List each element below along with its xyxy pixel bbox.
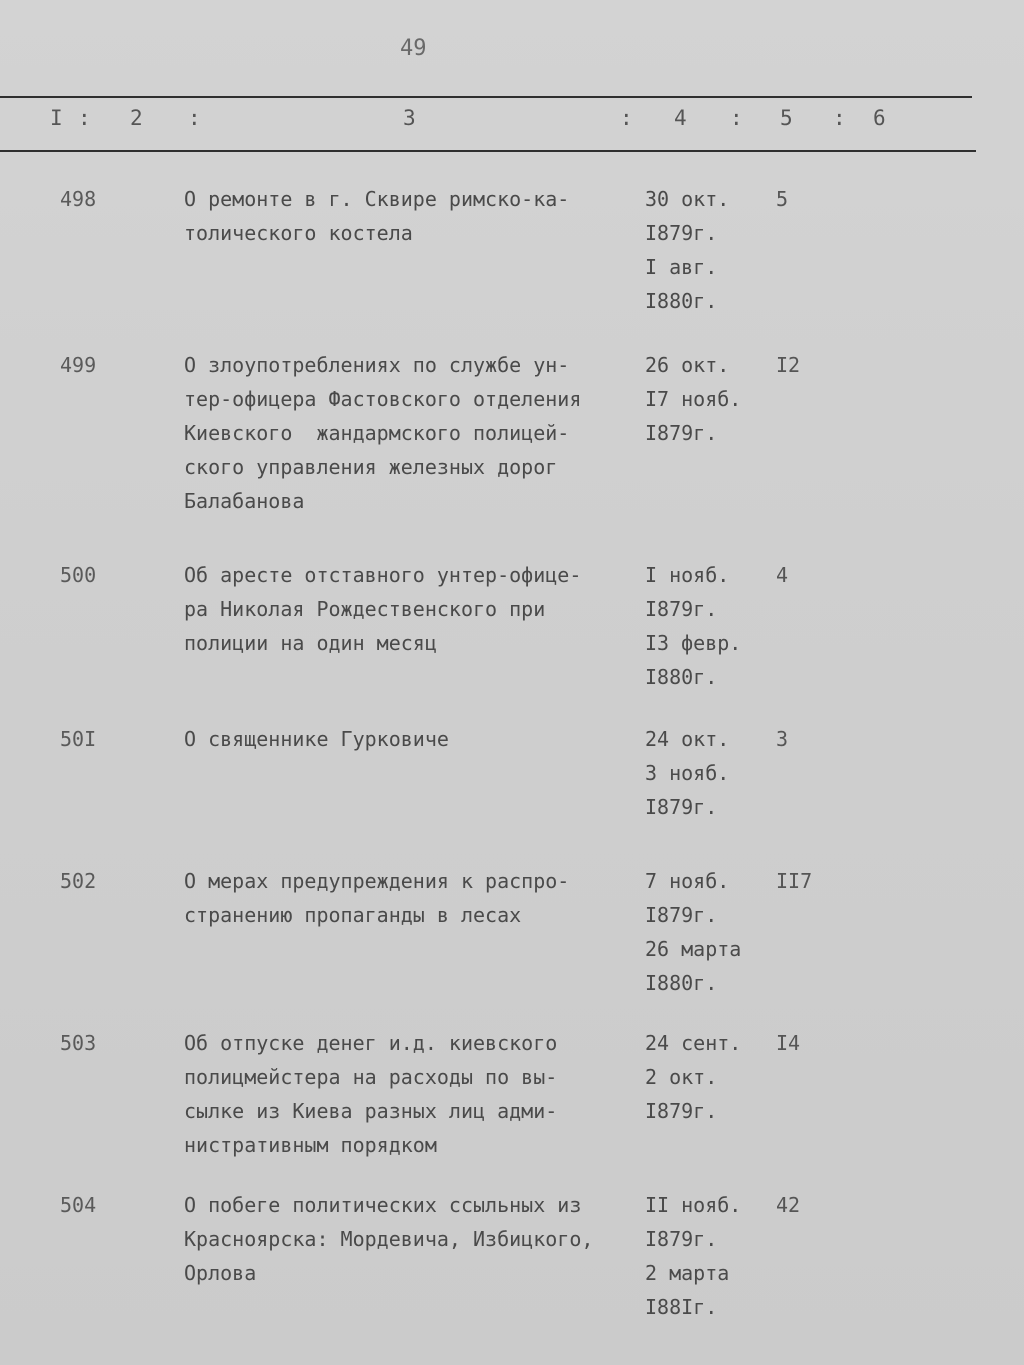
record-date-line: I880г. bbox=[645, 971, 718, 995]
record-sheet-count: I4 bbox=[776, 1031, 801, 1055]
record-date-line: I879г. bbox=[645, 421, 718, 445]
record-dates bbox=[645, 722, 765, 824]
header-rule-bottom bbox=[0, 150, 976, 152]
record-title-line: тер-офицера Фастовского отделения bbox=[184, 387, 582, 411]
column-separator: : bbox=[833, 106, 846, 130]
record-title bbox=[184, 1026, 639, 1162]
record-dates bbox=[645, 348, 765, 450]
column-separator: : bbox=[78, 106, 91, 130]
record-title-line: О злоупотреблениях по службе ун- bbox=[184, 353, 570, 377]
record-sheet-count: 3 bbox=[776, 727, 789, 751]
record-date-line: II нояб. bbox=[645, 1193, 742, 1217]
record-date-line: I880г. bbox=[645, 665, 718, 689]
record-dates bbox=[645, 864, 765, 1000]
record-date-line: I879г. bbox=[645, 1227, 718, 1251]
record-title-line: О ремонте в г. Сквире римско-ка- bbox=[184, 187, 570, 211]
record-date-line: 26 окт. bbox=[645, 353, 730, 377]
record-date-line: I879г. bbox=[645, 903, 718, 927]
page-number: 49 bbox=[400, 36, 427, 61]
record-number: 499 bbox=[60, 353, 97, 377]
record-title-line: нистративным порядком bbox=[184, 1133, 437, 1157]
record-date-line: 2 окт. bbox=[645, 1065, 718, 1089]
record-number: 50I bbox=[60, 727, 97, 751]
record-sheet-count: 42 bbox=[776, 1193, 801, 1217]
record-dates bbox=[645, 558, 765, 694]
record-title-line: Орлова bbox=[184, 1261, 257, 1285]
record-dates bbox=[645, 1188, 765, 1324]
record-date-line: I авг. bbox=[645, 255, 718, 279]
record-title bbox=[184, 864, 639, 932]
record-title-line: Об отпуске денег и.д. киевского bbox=[184, 1031, 558, 1055]
record-title bbox=[184, 722, 639, 756]
record-date-line: I7 нояб. bbox=[645, 387, 742, 411]
record-dates bbox=[645, 1026, 765, 1128]
column-header-4: 4 bbox=[674, 106, 687, 130]
record-title-line: толического костела bbox=[184, 221, 413, 245]
column-separator: : bbox=[730, 106, 743, 130]
column-separator: : bbox=[620, 106, 633, 130]
record-date-line: 24 окт. bbox=[645, 727, 730, 751]
record-date-line: I879г. bbox=[645, 795, 718, 819]
record-title-line: Красноярска: Мордевича, Избицкого, bbox=[184, 1227, 594, 1251]
record-title-line: полиции на один месяц bbox=[184, 631, 437, 655]
record-date-line: I нояб. bbox=[645, 563, 730, 587]
header-rule-top bbox=[0, 96, 972, 98]
record-sheet-count: 4 bbox=[776, 563, 789, 587]
record-title bbox=[184, 182, 639, 250]
record-dates bbox=[645, 182, 765, 318]
record-date-line: I3 февр. bbox=[645, 631, 742, 655]
record-date-line: I879г. bbox=[645, 221, 718, 245]
record-title-line: О священнике Гурковиче bbox=[184, 727, 449, 751]
record-sheet-count: 5 bbox=[776, 187, 789, 211]
record-title-line: О мерах предупреждения к распро- bbox=[184, 869, 570, 893]
record-date-line: I879г. bbox=[645, 1099, 718, 1123]
record-date-line: 30 окт. bbox=[645, 187, 730, 211]
record-title bbox=[184, 1188, 639, 1290]
record-sheet-count: II7 bbox=[776, 869, 813, 893]
column-header-3: 3 bbox=[403, 106, 416, 130]
record-number: 498 bbox=[60, 187, 97, 211]
record-title bbox=[184, 558, 639, 660]
record-date-line: 3 нояб. bbox=[645, 761, 730, 785]
record-date-line: I879г. bbox=[645, 597, 718, 621]
column-header-5: 5 bbox=[780, 106, 793, 130]
record-title-line: Киевского жандармского полицей- bbox=[184, 421, 570, 445]
record-number: 500 bbox=[60, 563, 97, 587]
record-title-line: сылке из Киева разных лиц адми- bbox=[184, 1099, 558, 1123]
record-title-line: О побеге политических ссыльных из bbox=[184, 1193, 582, 1217]
record-number: 504 bbox=[60, 1193, 97, 1217]
record-date-line: I88Iг. bbox=[645, 1295, 718, 1319]
record-title-line: Об аресте отставного унтер-офице- bbox=[184, 563, 582, 587]
record-date-line: 2 марта bbox=[645, 1261, 730, 1285]
record-date-line: I880г. bbox=[645, 289, 718, 313]
record-number: 502 bbox=[60, 869, 97, 893]
record-title-line: Балабанова bbox=[184, 489, 305, 513]
record-sheet-count: I2 bbox=[776, 353, 801, 377]
record-title-line: ра Николая Рождественского при bbox=[184, 597, 546, 621]
record-date-line: 24 сент. bbox=[645, 1031, 742, 1055]
column-header-2: 2 bbox=[130, 106, 143, 130]
record-date-line: 26 марта bbox=[645, 937, 742, 961]
record-title-line: ского управления железных дорог bbox=[184, 455, 558, 479]
column-header-1: I bbox=[50, 106, 63, 130]
column-separator: : bbox=[188, 106, 201, 130]
record-title-line: полицмейстера на расходы по вы- bbox=[184, 1065, 558, 1089]
column-header-6: 6 bbox=[873, 106, 886, 130]
record-title-line: странению пропаганды в лесах bbox=[184, 903, 522, 927]
record-number: 503 bbox=[60, 1031, 97, 1055]
record-date-line: 7 нояб. bbox=[645, 869, 730, 893]
record-title bbox=[184, 348, 639, 518]
